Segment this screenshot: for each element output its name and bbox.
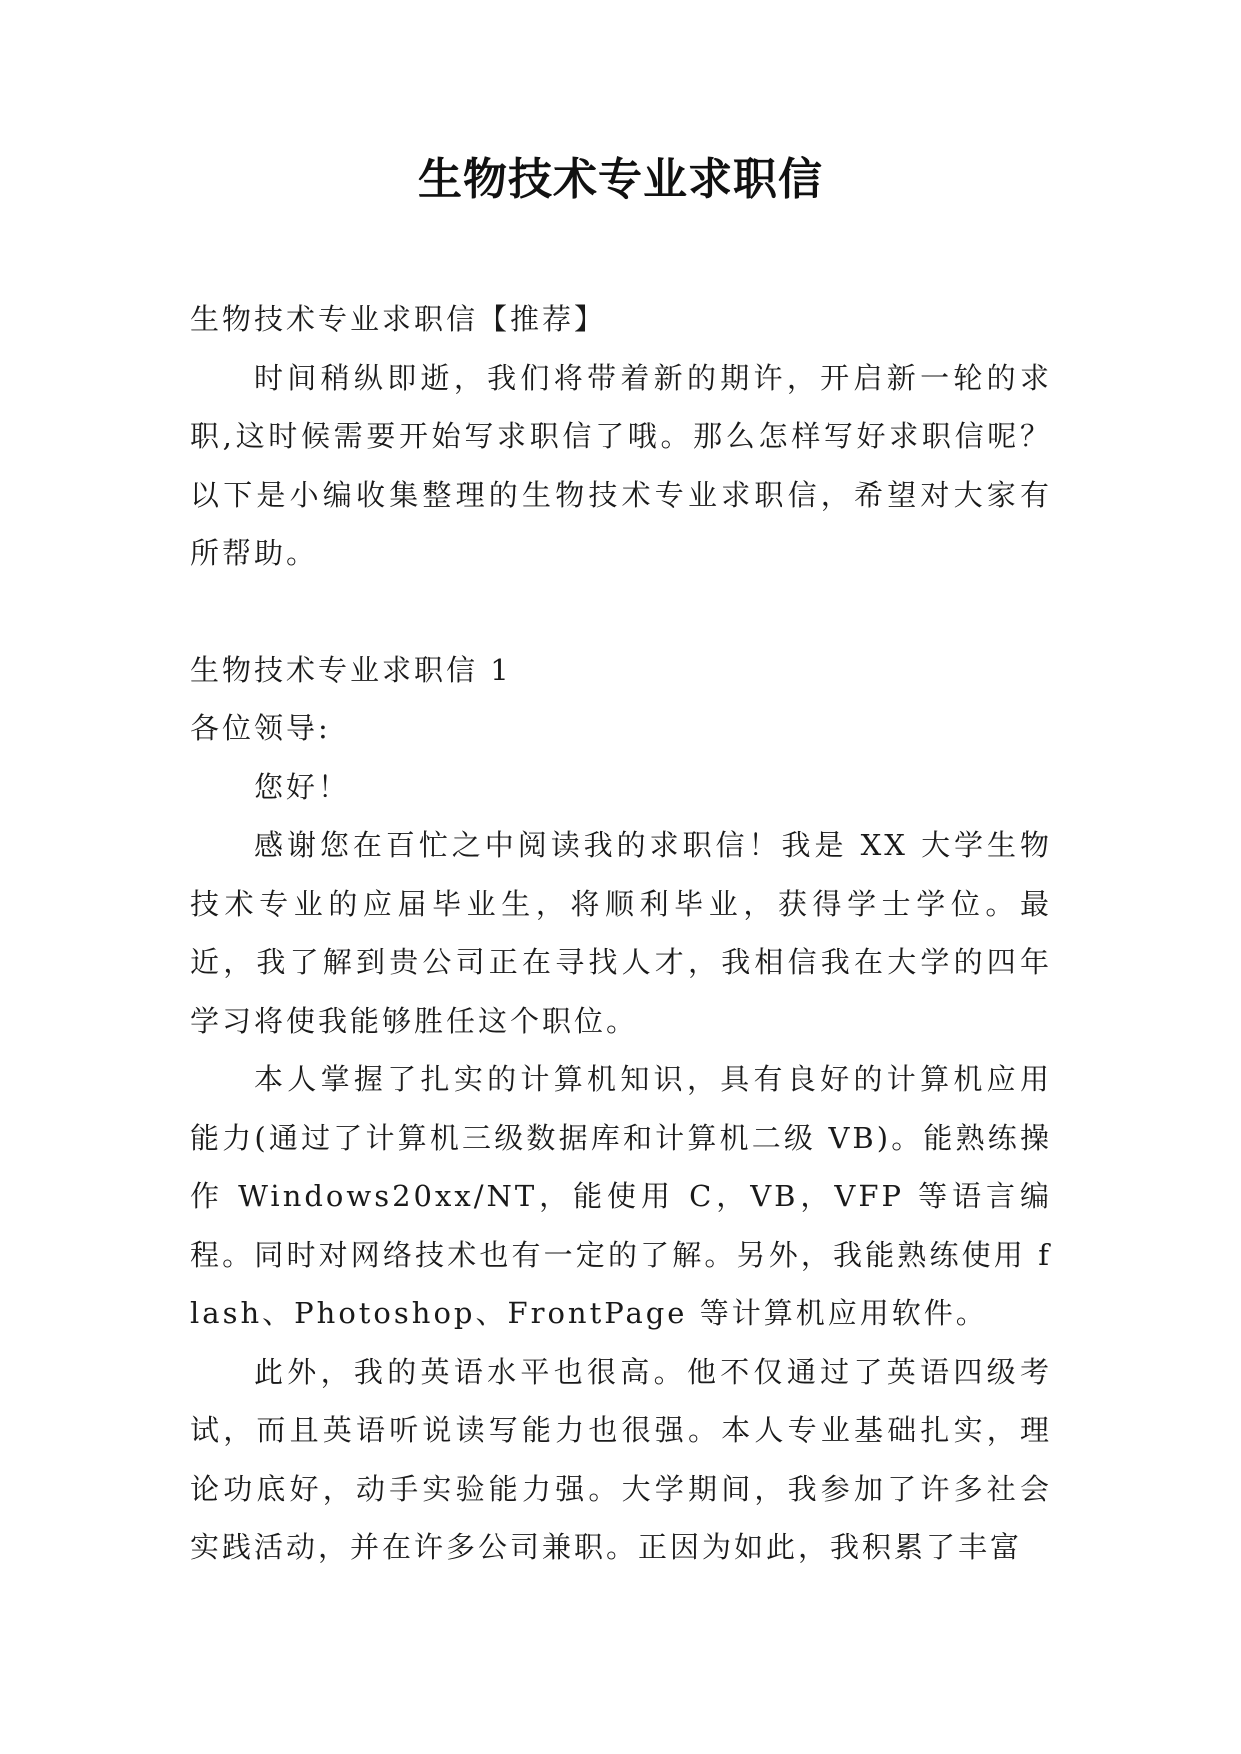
letter-title: 生物技术专业求职信 1 (190, 652, 512, 687)
document-body (190, 290, 1052, 1577)
intro-paragraph: 时间稍纵即逝，我们将带着新的期许，开启新一轮的求职,这时候需要开始写求职信了哦。那么怎样写好求职信呢？以下是小编收集整理的生物技术专业求职信，希望对大家有所帮助。 (190, 360, 1052, 570)
document-title: 生物技术专业求职信 (418, 154, 823, 205)
section-spacer (190, 583, 1052, 641)
body-paragraph-1: 感谢您在百忙之中阅读我的求职信！我是 XX 大学生物技术专业的应届毕业生，将顺利毕业，获得学士学位。最近，我了解到贵公司正在寻找人才，我相信我在大学的四年学习将使我能够胜任这个职位。 (190, 828, 1052, 1038)
body-paragraph-3: 此外，我的英语水平也很高。他不仅通过了英语四级考试，而且英语听说读写能力也很强。本人专业基础扎实，理论功底好，动手实验能力强。大学期间，我参加了许多社会实践活动，并在许多公司兼职。正因为如此，我积累了丰富 (190, 1354, 1052, 1564)
article-heading: 生物技术专业求职信【推荐】 (190, 302, 607, 336)
salutation: 各位领导: (190, 711, 331, 745)
body-paragraph-2: 本人掌握了扎实的计算机知识，具有良好的计算机应用能力(通过了计算机三级数据库和计算机二级 VB)。能熟练操作 Windows20xx/NT，能使用 C，VB，VFP 等语言编程。同时对网络技术也有一定的了解。另外，我能熟练使用 flash、Photoshop、FrontPage 等计算机应用软件。 (190, 1062, 1052, 1330)
greeting: 您好！ (254, 769, 351, 804)
